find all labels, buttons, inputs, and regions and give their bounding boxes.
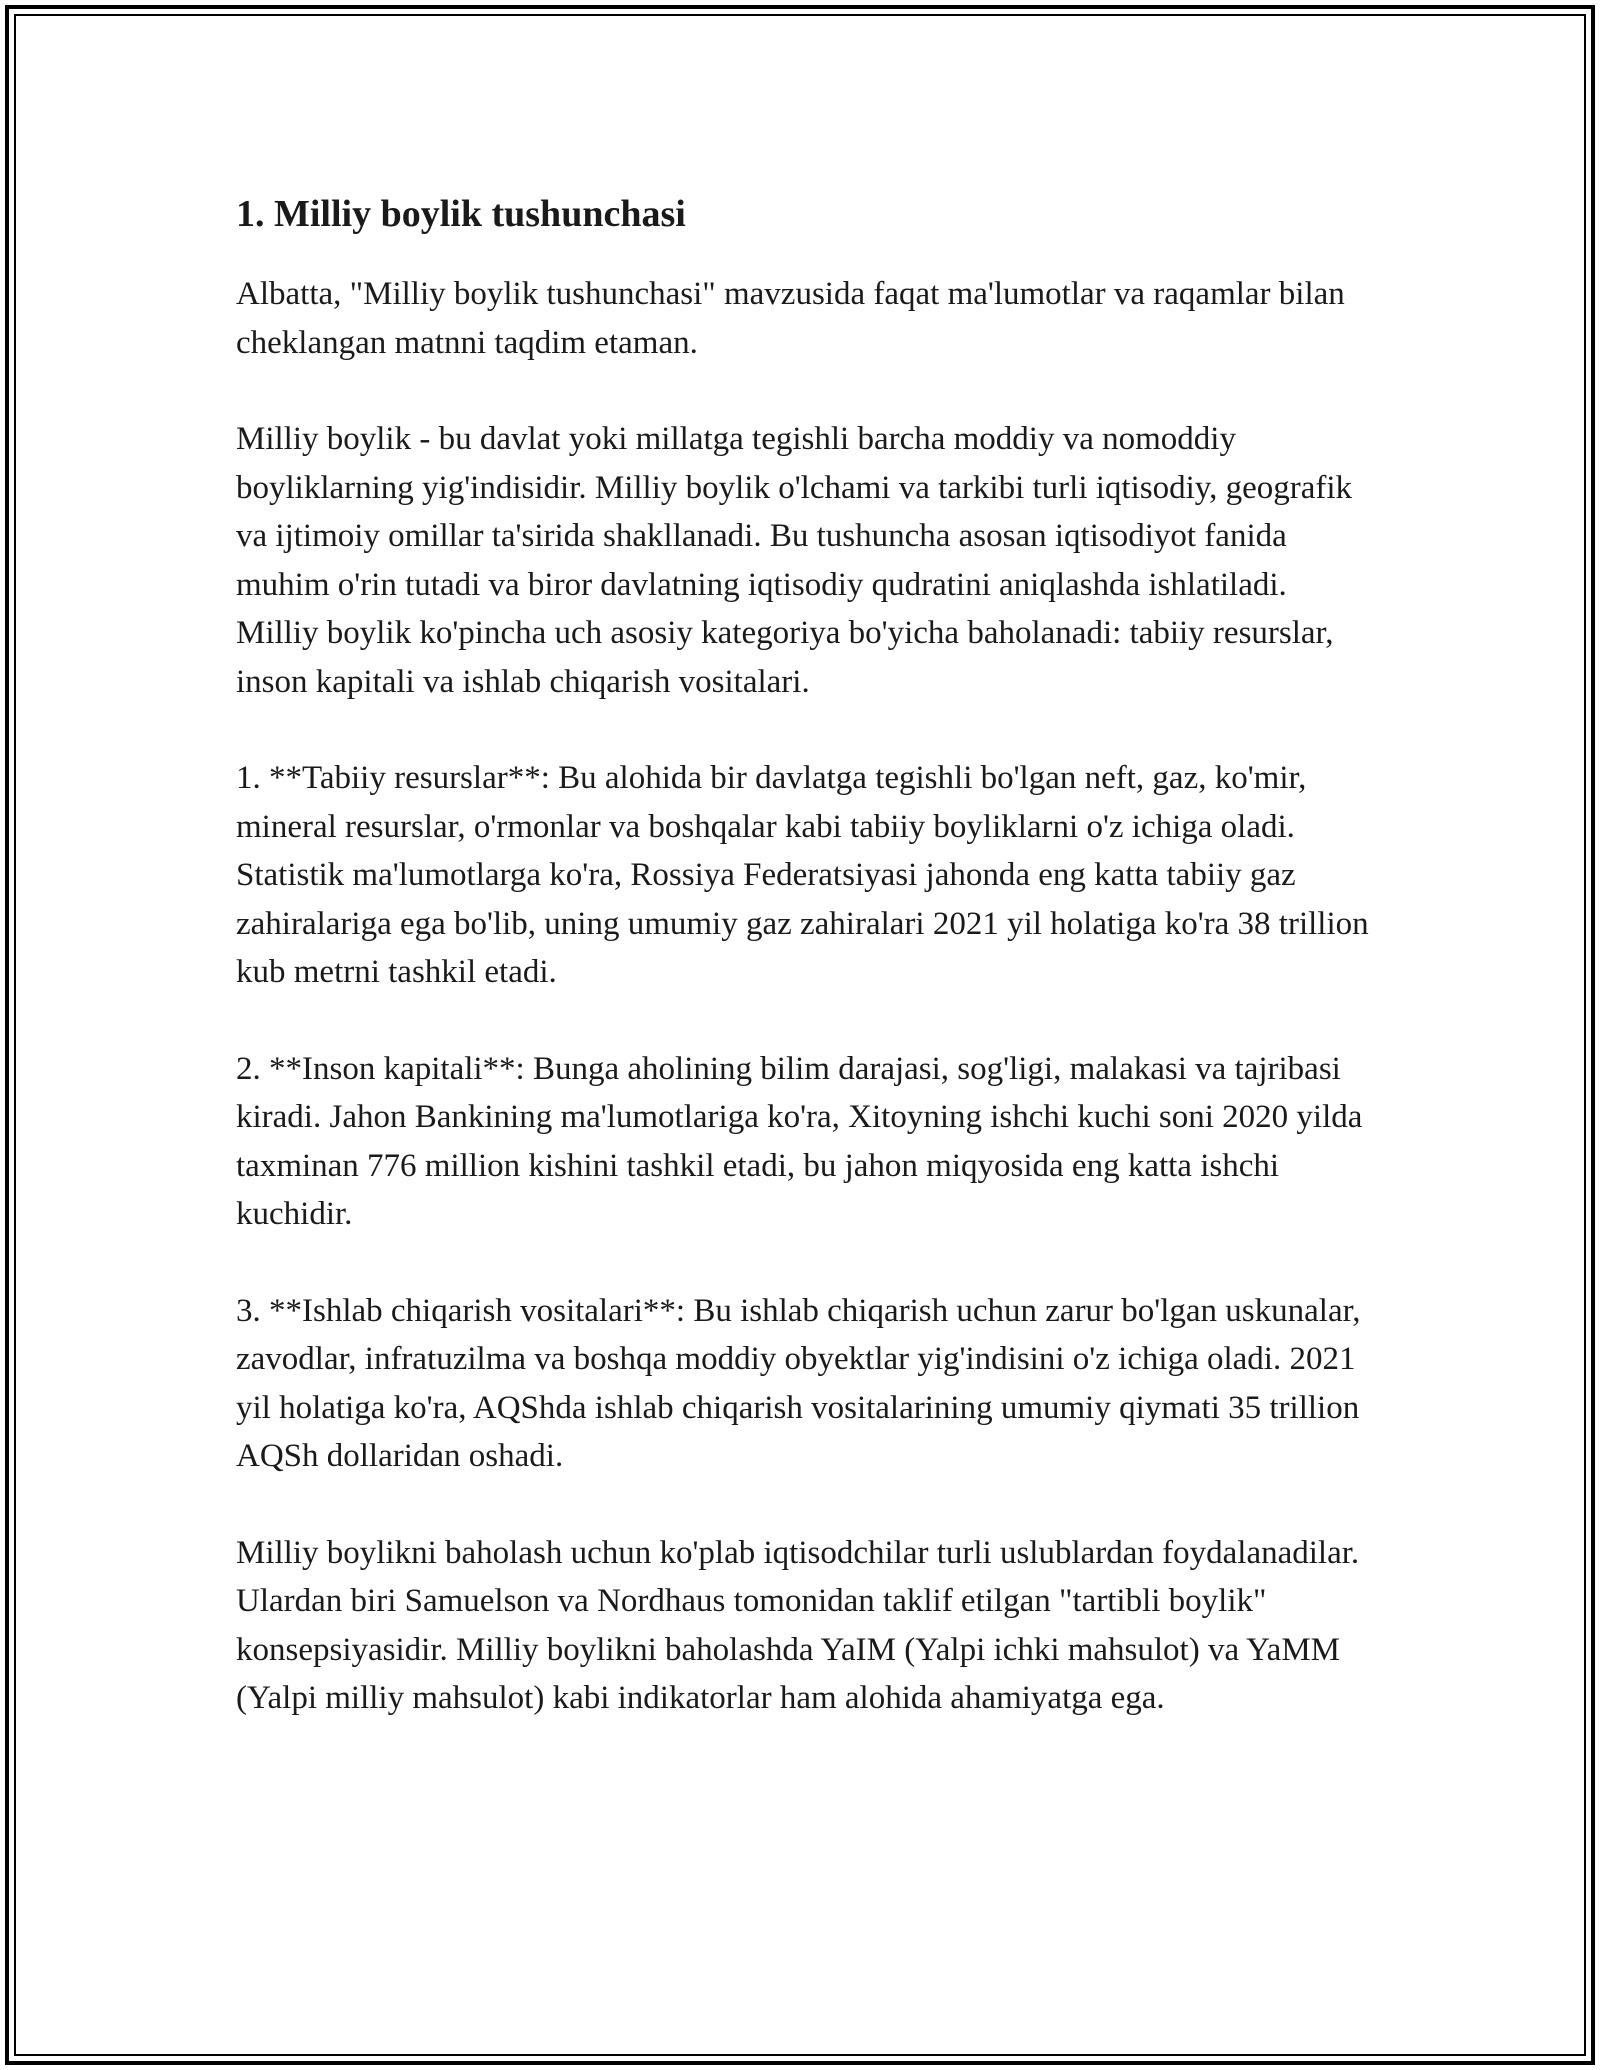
intro-paragraph: Albatta, "Milliy boylik tushunchasi" mavzusida faqat ma'lumotlar va raqamlar bilan cheklangan matnni taqdim etaman.: [236, 276, 1345, 361]
section-title: 1. Milliy boylik tushunchasi: [236, 193, 686, 235]
means-of-production-paragraph: 3. **Ishlab chiqarish vositalari**: Bu ishlab chiqarish uchun zarur bo'lgan uskunalar, zavodlar, infratuzilma va boshqa moddiy obyektlar yig'indisini o'z ichiga oladi. 2021 yil holatiga ko'ra, AQShda ishlab chiqarish vositalarining umumiy qiymati 35 trillion AQSh dollaridan oshadi.: [236, 1292, 1361, 1474]
document-body: [236, 186, 1376, 1771]
natural-resources-paragraph: 1. **Tabiiy resurslar**: Bu alohida bir davlatga tegishli bo'lgan neft, gaz, ko'mir, mineral resurslar, o'rmonlar va boshqalar kabi tabiiy boyliklarni o'z ichiga oladi. Statistik ma'lumotlarga ko'ra, Rossiya Federatsiyasi jahonda eng katta tabiiy gaz zahiralariga ega bo'lib, uning umumiy gaz zahiralari 2021 yil holatiga ko'ra 38 trillion kub metrni tashkil etadi.: [236, 760, 1369, 990]
definition-paragraph: Milliy boylik - bu davlat yoki millatga tegishli barcha moddiy va nomoddiy boyliklarning yig'indisidir. Milliy boylik o'lchami va tarkibi turli iqtisodiy, geografik va ijtimoiy omillar ta'sirida shakllanadi. Bu tushuncha asosan iqtisodiyot fanida muhim o'rin tutadi va biror davlatning iqtisodiy qudratini aniqlashda ishlatiladi. Milliy boylik ko'pincha uch asosiy kategoriya bo'yicha baholanadi: tabiiy resurslar, inson kapitali va ishlab chiqarish vositalari.: [236, 421, 1353, 700]
valuation-paragraph: Milliy boylikni baholash uchun ko'plab iqtisodchilar turli uslublardan foydalanadilar. Ulardan biri Samuelson va Nordhaus tomonidan taklif etilgan "tartibli boylik" konsepsiyasidir. Milliy boylikni baholashda YaIM (Yalpi ichki mahsulot) va YaMM (Yalpi milliy mahsulot) kabi indikatorlar ham alohida ahamiyatga ega.: [236, 1534, 1360, 1716]
human-capital-paragraph: 2. **Inson kapitali**: Bunga aholining bilim darajasi, sog'ligi, malakasi va tajribasi kiradi. Jahon Bankining ma'lumotlariga ko'ra, Xitoyning ishchi kuchi soni 2020 yilda taxminan 776 million kishini tashkil etadi, bu jahon miqyosida eng katta ishchi kuchidir.: [236, 1050, 1363, 1232]
